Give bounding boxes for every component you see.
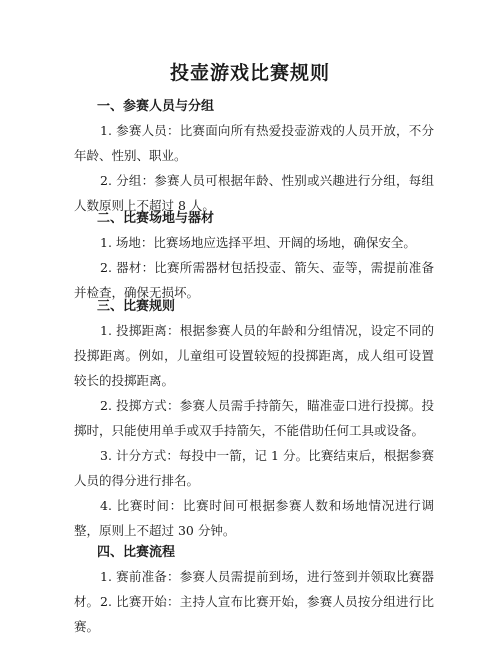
paragraph-venue: 1. 场地：比赛场地应选择平坦、开阔的场地，确保安全。 bbox=[100, 235, 416, 250]
paragraph-match-start: 2. 比赛开始：主持人宣布比赛开始，参赛人员按分组进行比赛。 bbox=[74, 594, 434, 634]
paragraph-throw-distance: 1. 投掷距离：根据参赛人员的年龄和分组情况，设定不同的投掷距离。例如，儿童组可设置较短的投掷距离，成人组可设置较长的投掷距离。 bbox=[74, 323, 434, 388]
paragraph-equipment: 2. 器材：比赛所需器材包括投壶、箭矢、壶等，需提前准备并检查，确保无损坏。 bbox=[74, 260, 434, 300]
section-heading-process: 四、比赛流程 bbox=[97, 545, 176, 560]
document-title: 投壶游戏比赛规则 bbox=[169, 62, 330, 84]
section-heading-venue-equipment: 二、比赛场地与器材 bbox=[97, 211, 215, 226]
paragraph-participants: 1. 参赛人员：比赛面向所有热爱投壶游戏的人员开放，不分年龄、性别、职业。 bbox=[74, 123, 434, 163]
section-heading-participants: 一、参赛人员与分组 bbox=[97, 99, 215, 114]
paragraph-scoring: 3. 计分方式：每投中一箭，记 1 分。比赛结束后，根据参赛人员的得分进行排名。 bbox=[74, 448, 434, 488]
paragraph-match-time: 4. 比赛时间：比赛时间可根据参赛人数和场地情况进行调整，原则上不超过 30 分钟。 bbox=[74, 498, 434, 538]
paragraph-preparation: 1. 赛前准备：参赛人员需提前到场，进行签到并领取比赛器材。 bbox=[74, 569, 434, 609]
paragraph-grouping: 2. 分组：参赛人员可根据年龄、性别或兴趣进行分组，每组人数原则上不超过 8 人。 bbox=[74, 173, 434, 213]
paragraph-throw-method: 2. 投掷方式：参赛人员需手持箭矢，瞄准壶口进行投掷。投掷时，只能使用单手或双手持箭矢，不能借助任何工具或设备。 bbox=[74, 398, 434, 438]
section-heading-rules: 三、比赛规则 bbox=[97, 299, 176, 314]
